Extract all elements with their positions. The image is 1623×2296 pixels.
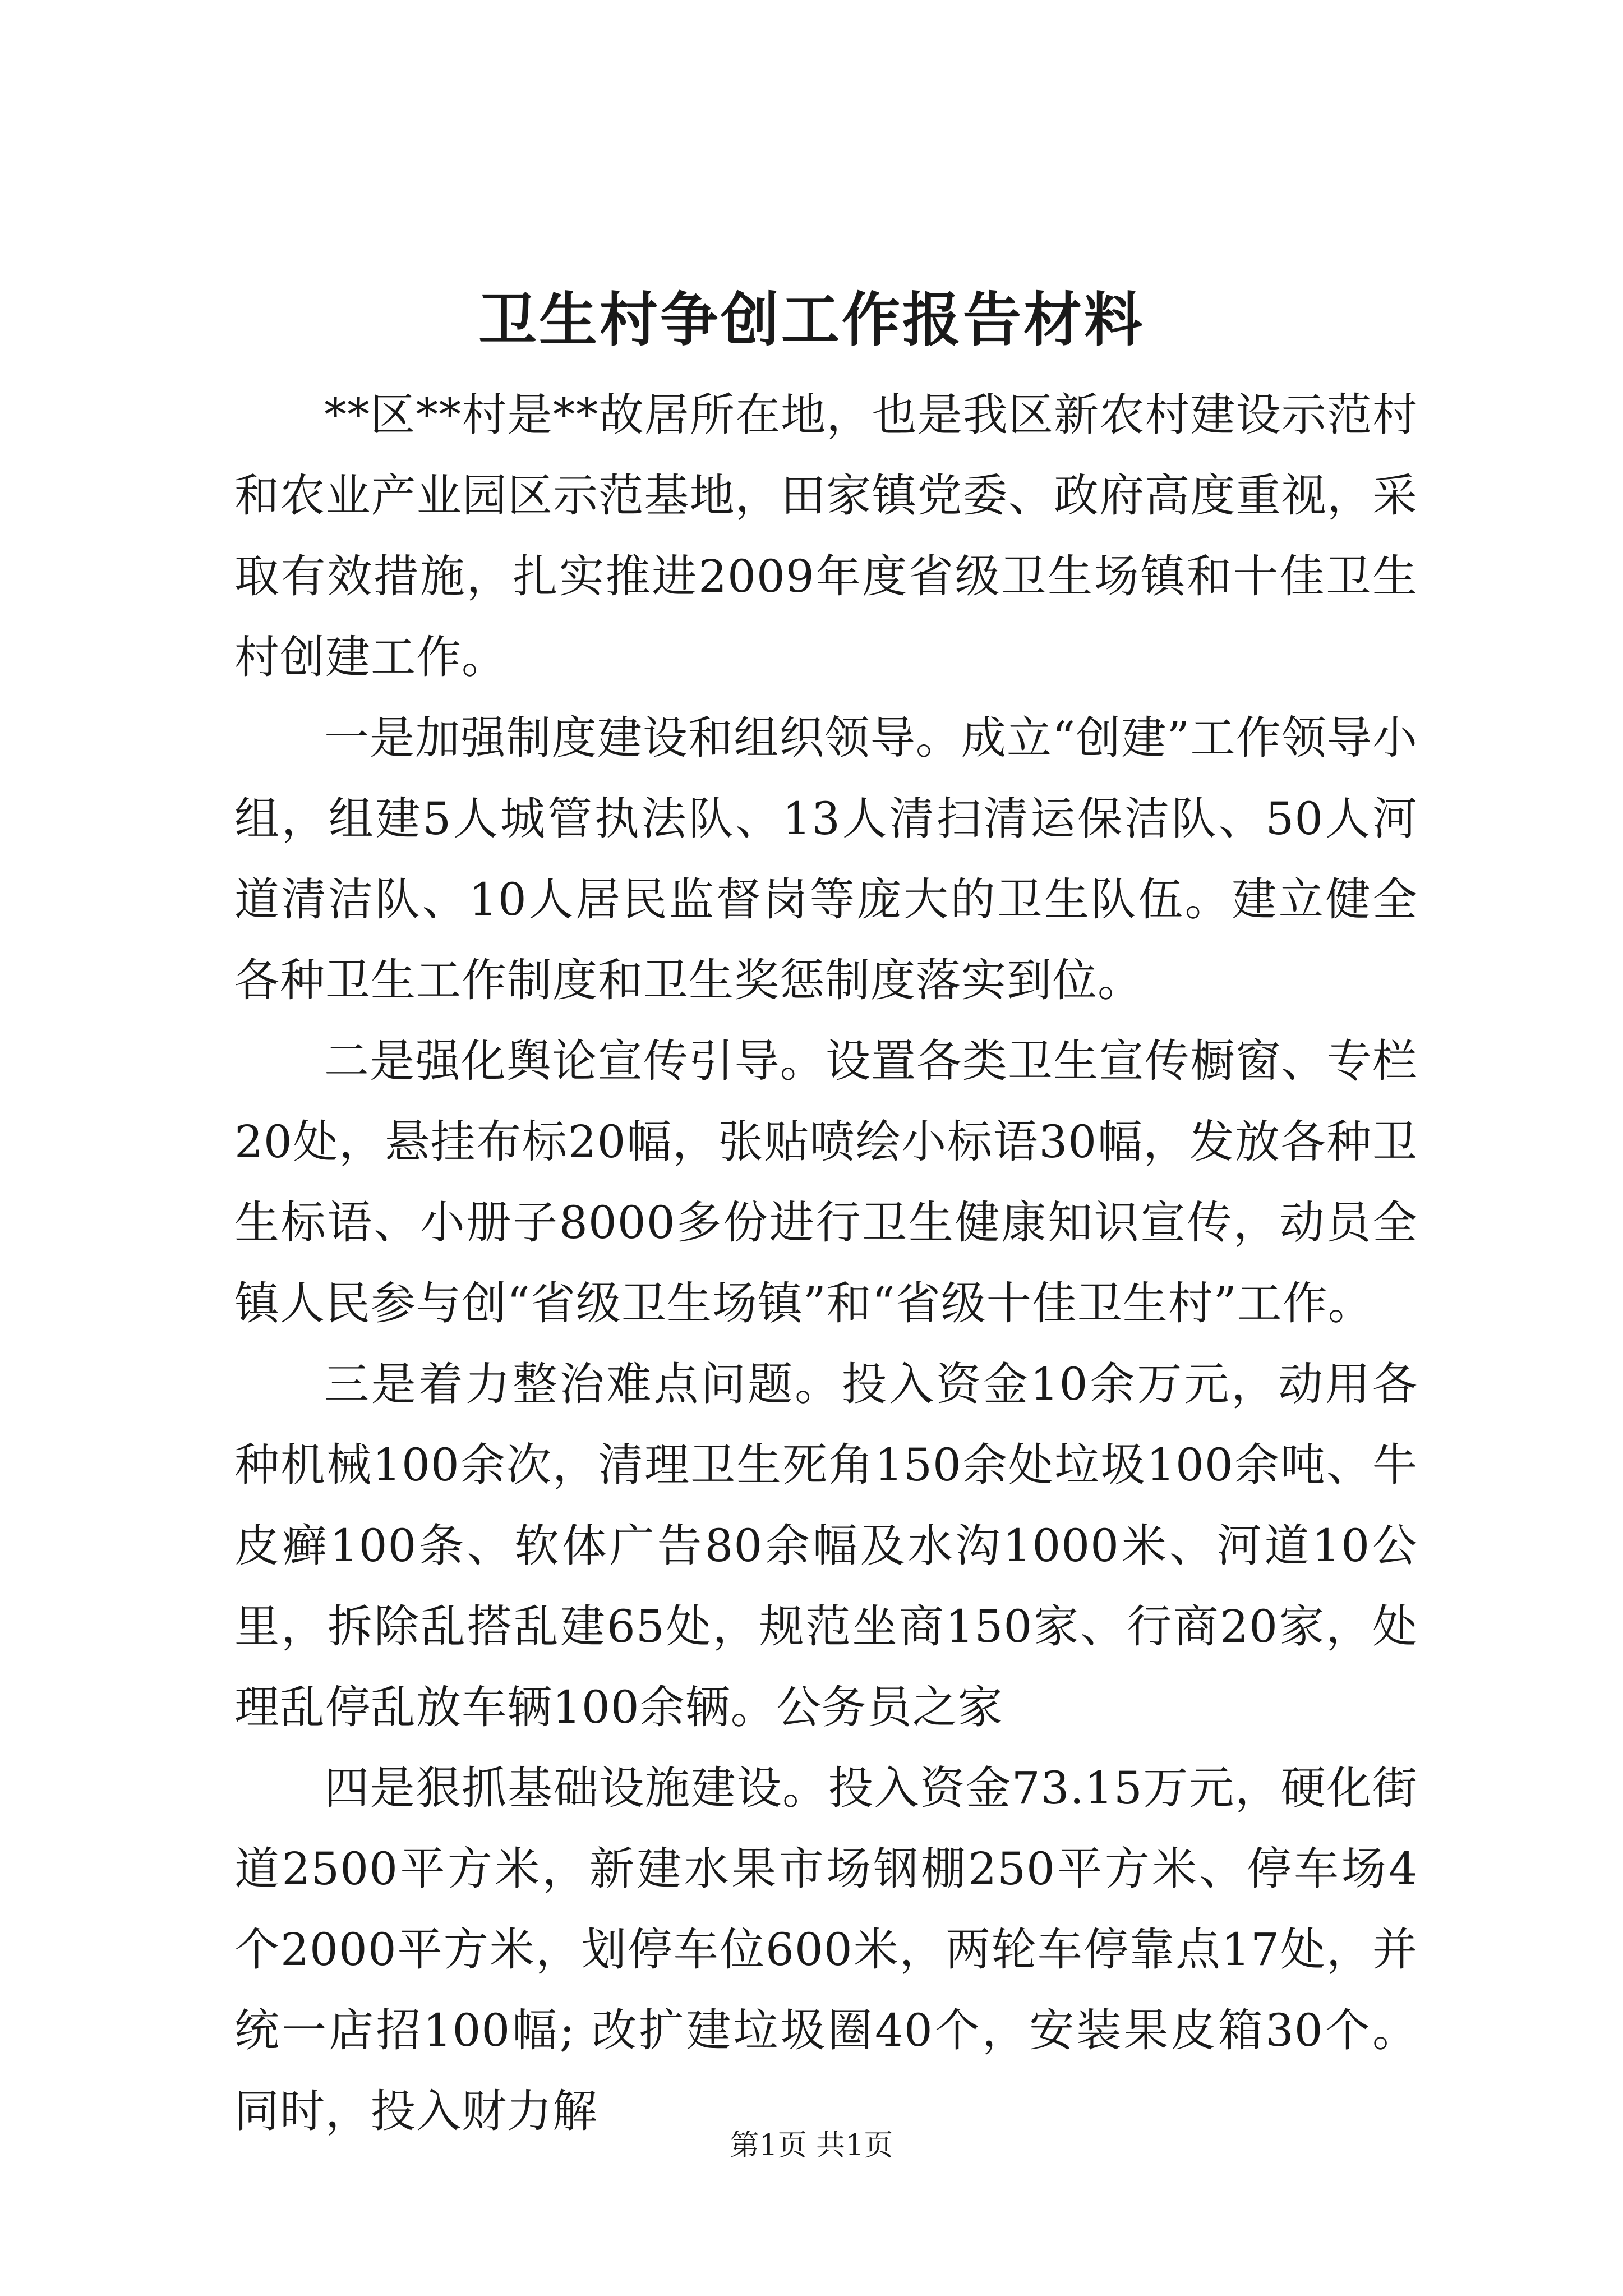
paragraph-item-4: 四是狠抓基础设施建设。投入资金73.15万元，硬化街道2500平方米，新建水果市场钢棚250平方米、停车场4个2000平方米，划停车位600米，两轮车停靠点17处，并统一店招100幅; 改扩建垃圾圈40个，安装果皮箱30个。同时，投入财力解 — [234, 1762, 1418, 2137]
page-footer: 第1页 共1页 — [730, 2129, 893, 2162]
paragraph-item-3: 三是着力整治难点问题。投入资金10余万元，动用各种机械100余次，清理卫生死角150余处垃圾100余吨、牛皮癣100条、软体广告80余幅及水沟1000米、河道10公里，拆除乱搭乱建65处，规范坐商150家、行商20家，处理乱停乱放车辆100余辆。公务员之家 — [234, 1358, 1418, 1733]
document-title: 卫生村争创工作报告材料 — [478, 285, 1145, 354]
document-body — [234, 375, 1418, 2152]
paragraph-item-1: 一是加强制度建设和组织领导。成立“创建”工作领导小组，组建5人城管执法队、13人清扫清运保洁队、50人河道清洁队、10人居民监督岗等庞大的卫生队伍。建立健全各种卫生工作制度和卫生奖惩制度落实到位。 — [234, 712, 1418, 1006]
paragraph-item-2: 二是强化舆论宣传引导。设置各类卫生宣传橱窗、专栏20处，悬挂布标20幅，张贴喷绘小标语30幅，发放各种卫生标语、小册子8000多份进行卫生健康知识宣传，动员全镇人民参与创“省级卫生场镇”和“省级十佳卫生村”工作。 — [234, 1035, 1418, 1329]
paragraph-intro: **区**村是**故居所在地，也是我区新农村建设示范村和农业产业园区示范基地，田家镇党委、政府高度重视，采取有效措施，扎实推进2009年度省级卫生场镇和十佳卫生村创建工作。 — [234, 389, 1418, 683]
